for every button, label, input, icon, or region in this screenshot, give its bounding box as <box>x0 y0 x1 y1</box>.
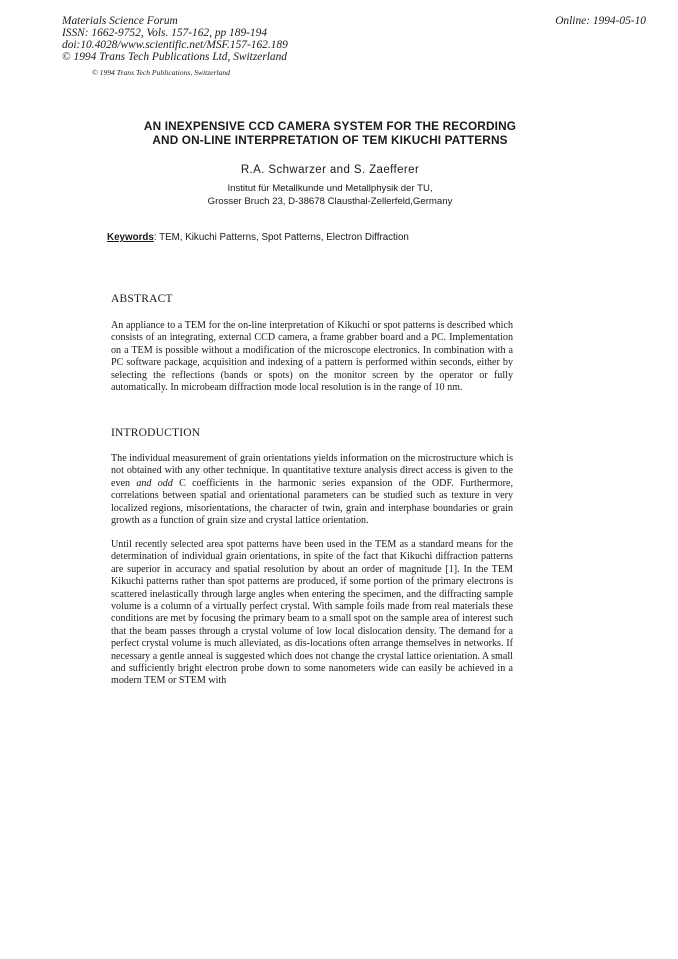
issn-line: ISSN: 1662-9752, Vols. 157-162, pp 189-194 <box>62 27 268 39</box>
journal-header <box>62 15 622 63</box>
title-line-2: AND ON-LINE INTERPRETATION OF TEM KIKUCHI PATTERNS <box>152 133 508 147</box>
doi-line[interactable]: doi:10.4028/www.scientific.net/MSF.157-162.189 <box>62 39 288 51</box>
journal-name: Materials Science Forum <box>62 15 178 27</box>
intro-p1-part-b: C coefficients in the harmonic series expansion of the ODF. Furthermore, correlations between spatial and orientational parameters can be studied such as texture in very localized regions, misorientations, the character of twin, grain and interphase boundaries or grain growth as a function of grain size and crystal lattice orientation. <box>111 477 513 527</box>
introduction-heading: INTRODUCTION <box>111 427 201 439</box>
online-date: Online: 1994-05-10 <box>555 15 646 27</box>
copyright-notice: © 1994 Trans Tech Publications, Switzerland <box>92 68 230 77</box>
paper-title <box>100 119 560 147</box>
abstract-text: An appliance to a TEM for the on-line interpretation of Kikuchi or spot patterns is described which consists of an integrating, external CCD camera, a frame grabber board and a PC. Implementation on a TEM is possible without a modification of the microscope electronics. In combination with a PC software package, acquisition and indexing of a pattern is performed within seconds, either by selecting the reflections (bands or spots) on the monitor screen by the operator or fully automatically. In microbeam diffraction mode local resolution is in the range of 10 nm. <box>111 320 513 394</box>
abstract-heading: ABSTRACT <box>111 293 173 305</box>
affiliation-line-1: Institut für Metallkunde und Metallphysik der TU, <box>227 183 433 194</box>
intro-p1-part-a: The individual measurement of grain orientations yields information on the microstructure which is not obtained with any other technique. In quantitative texture analysis direct access is given to the even <box>111 453 513 489</box>
keywords-label: Keywords <box>107 232 154 243</box>
intro-p1-emphasis: and odd <box>136 477 173 489</box>
keywords <box>107 232 567 243</box>
introduction-paragraph-2: Until recently selected area spot patterns have been used in the TEM as a standard means for the determination of individual grain orientations, in spite of the fact that Kikuchi diffraction patterns are superior in accuracy and spatial resolution by about an order of magnitude [1]. In the TEM Kikuchi patterns rather than spot patterns are produced, if some portion of the primary electrons is scattered inelastically through large angles when entering the specimen, and the diffracting sample volume is a column of a virtually perfect crystal. With sample foils made from real materials these conditions are met by focusing the primary beam to a small spot on the sample area of interest such that the beam passes through a crystal volume of low local dislocation density. The demand for a perfect crystal volume is much alleviated, as dis-locations often arrange themselves in networks. If necessary a gentle anneal is suggested which does not change the crystal lattice orientation. A small and sufficiently bright electron probe down to some nanometers wide can easily be achieved in a modern TEM or STEM with <box>111 539 513 687</box>
affiliation-line-2: Grosser Bruch 23, D-38678 Clausthal-Zellerfeld,Germany <box>207 195 453 207</box>
copyright-line: © 1994 Trans Tech Publications Ltd, Switzerland <box>62 51 287 63</box>
authors: R.A. Schwarzer and S. Zaefferer <box>240 164 420 176</box>
affiliation <box>100 183 560 208</box>
keywords-text: : TEM, Kikuchi Patterns, Spot Patterns, Electron Diffraction <box>153 232 409 243</box>
introduction-paragraph-1 <box>111 453 513 527</box>
title-line-1: AN INEXPENSIVE CCD CAMERA SYSTEM FOR THE RECORDING <box>143 119 517 133</box>
